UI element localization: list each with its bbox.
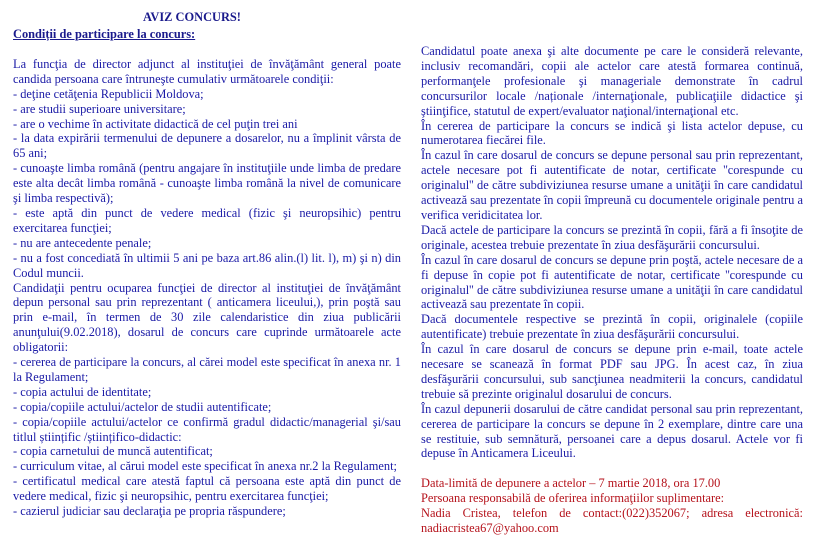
contact-email: nadiacristea67@yahoo.com xyxy=(421,521,559,536)
deadline-text: Data-limită de depunere a actelor – 7 martie 2018, ora 17.00 xyxy=(421,476,721,491)
document-item: - cererea de participare la concurs, al cărei model este specificat în anexa nr. 1 la Regulament; xyxy=(13,355,401,384)
copies-paragraph: Dacă actele de participare la concurs se prezintă în copii, fără a fi însoţite de originale, acestea trebuie prezentate în ziua desfăşurării concursului. xyxy=(421,222,803,252)
right-column xyxy=(421,44,803,536)
copies-count-paragraph: În cazul depunerii dosarului de către candidat personal sau prin reprezentant, cererea de participare la concurs se depune în 2 exemplare, dintre care una se restituie, sub semnătură, persoanei care a depus dosarul. Actele vor fi depuse în Anticamera Liceului. xyxy=(421,401,803,461)
condition-item: - nu are antecedente penale; xyxy=(13,235,152,250)
file-list-paragraph: În cererea de participare la concurs se indică şi lista actelor depuse, cu numerotarea fiecărei file. xyxy=(421,118,803,148)
section-heading: Condiții de participare la concurs: xyxy=(13,27,196,41)
condition-item: - are studii superioare universitare; xyxy=(13,101,186,116)
intro-paragraph: La funcţia de director adjunct al instituţiei de învăţământ general poate candida persoana care întruneşte cumulativ următoarele condiţii: xyxy=(13,56,401,86)
document-item: - cazierul judiciar sau declaraţia pe propria răspundere; xyxy=(13,504,286,519)
condition-item: - este aptă din punct de vedere medical (fizic şi neuropsihic) pentru exercitarea funcţiei; xyxy=(13,205,401,235)
contact-person-line: Nadia Cristea, telefon de contact:(022)352067; adresa electronică: xyxy=(421,506,803,521)
document-item: - copia carnetului de muncă autentificat; xyxy=(13,444,213,459)
document-item: - copia actului de identitate; xyxy=(13,384,152,399)
document-item: - copia/copiile actului/actelor ce confirmă gradul didactic/managerial şi/sau titlul științific /științifico-didactic: xyxy=(13,414,401,444)
email-submission-paragraph: În cazul în care dosarul de concurs se depune prin e-mail, toate actele necesare se scanează în format PDF sau JPG. În acest caz, în ziua desfăşurării concursului, sub sancţiunea neadmiterii la concurs, candidatul trebuie să prezinte originalul dosarului de concurs. xyxy=(421,342,803,401)
condition-item: - la data expirării termenului de depunere a dosarelor, nu a împlinit vârsta de 65 ani; xyxy=(13,131,401,161)
post-submission-paragraph: În cazul în care dosarul de concurs se depune prin poştă, actele necesare de a fi depuse în copie pot fi autentificate de notar, certificate ''corespunde cu originalul'' de către subdiviziunea resurse umane a unităţii în care candidatul activează sau prezentate în copii. xyxy=(421,252,803,312)
condition-item: - cunoaşte limba română (pentru angajare în instituţiile unde limba de predare este alta decât limba română - cunoaşte limba română la nivel de comunicare şi limba respectivă); xyxy=(13,161,401,206)
document-item: - copia/copiile actului/actelor de studii autentificate; xyxy=(13,399,272,414)
responsible-label: Persoana responsabilă de oferirea informaţiilor suplimentare: xyxy=(421,491,725,506)
submission-paragraph: Candidaţii pentru ocuparea funcţiei de director al instituţiei de învăţământ depun personal sau prin reprezentant ( anticamera liceului,), prin poştă sau prin e-mail, în termen de 30 zile calendaristice din ziua publicării anunţului(9.02.2018), dosarul de concurs care cuprinde următoarele acte obligatorii: xyxy=(13,280,401,355)
page-title: AVIZ CONCURS! xyxy=(143,10,241,24)
originals-paragraph: Dacă documentele respective se prezintă în copii, originalele (copiile autentificate) trebuie prezentate în ziua desfăşurării concursului. xyxy=(421,312,803,342)
additional-documents-paragraph: Candidatul poate anexa şi alte documente pe care le consideră relevante, inclusiv recomandări, copii ale actelor care atestă formarea continuă, performanţele profesionale şi manageriale demonstrate în cadrul concursurilor locale /naționale /internaţionale, publicaţiile didactice şi ştiinţifice, statutul de expert/evaluator naţional/internaţional etc. xyxy=(421,44,803,118)
document-item: - certificatul medical care atestă faptul că persoana este aptă din punct de vedere medical, fizic şi neuropsihic, pentru exercitarea funcţiei; xyxy=(13,474,401,504)
spacer xyxy=(421,461,803,476)
condition-item: - nu a fost concediată în ultimii 5 ani pe baza art.86 alin.(l) lit. l), m) şi n) din Codul muncii. xyxy=(13,250,401,280)
document-item: - curriculum vitae, al cărui model este specificat în anexa nr.2 la Regulament; xyxy=(13,459,397,474)
personal-submission-paragraph: În cazul în care dosarul de concurs se depune personal sau prin reprezentant, actele necesare pot fi autentificate de notar, certificate ''corespunde cu originalul'' de către subdiviziunea resurse umane a unităţii în care candidatul activează sau prezentate în copii împreună cu documentele originale pentru a verifica veridicitatea lor. xyxy=(421,148,803,222)
condition-item: - deţine cetăţenia Republicii Moldova; xyxy=(13,86,204,101)
condition-item: - are o vechime în activitate didactică de cel puţin trei ani xyxy=(13,116,298,131)
left-column xyxy=(13,0,401,519)
